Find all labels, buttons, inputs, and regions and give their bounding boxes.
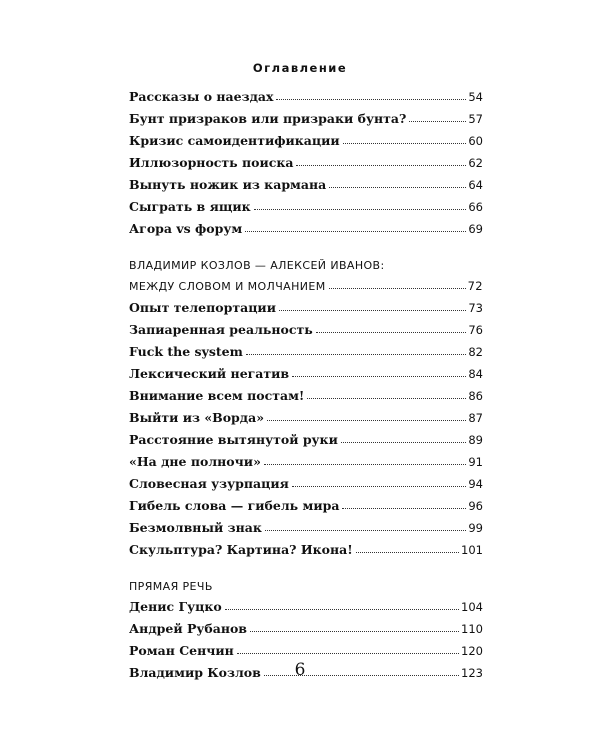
section-title: ПРЯМАЯ РЕЧЬ xyxy=(129,580,213,593)
entry-title: Сыграть в ящик xyxy=(129,199,251,214)
dot-leader xyxy=(254,209,467,210)
entry-page: 84 xyxy=(468,367,483,381)
toc-entry[interactable] xyxy=(129,517,483,539)
toc-entry[interactable] xyxy=(129,196,483,218)
dot-leader xyxy=(341,442,467,443)
toc-entry[interactable] xyxy=(129,539,483,561)
dot-leader xyxy=(246,354,467,355)
entry-title: Агора vs форум xyxy=(129,221,243,236)
toc-entry[interactable] xyxy=(129,429,483,451)
dot-leader xyxy=(276,99,466,100)
entry-page: 104 xyxy=(461,600,483,614)
entry-title: Рассказы о наездах xyxy=(129,89,274,104)
entry-title: «На дне полночи» xyxy=(129,454,261,469)
entry-page: 76 xyxy=(468,323,483,337)
dot-leader xyxy=(356,552,459,553)
entry-title: Безмолвный знак xyxy=(129,520,262,535)
entry-title: Владимир Козлов xyxy=(129,665,261,680)
dot-leader xyxy=(292,486,466,487)
toc-entry[interactable] xyxy=(129,174,483,196)
toc-entry[interactable] xyxy=(129,451,483,473)
entry-page: 89 xyxy=(468,433,483,447)
entry-page: 60 xyxy=(468,134,483,148)
dot-leader xyxy=(316,332,467,333)
page-number: 6 xyxy=(294,660,306,680)
toc-entry[interactable] xyxy=(129,341,483,363)
entry-title: Роман Сенчин xyxy=(129,643,234,658)
entry-page: 54 xyxy=(468,90,483,104)
entry-title: Вынуть ножик из кармана xyxy=(129,177,327,192)
entry-title: Лексический негатив xyxy=(129,366,290,381)
dot-leader xyxy=(329,187,466,188)
toc-entry[interactable] xyxy=(129,218,483,240)
table-of-contents xyxy=(129,86,483,684)
toc-entry[interactable] xyxy=(129,297,483,319)
dot-leader xyxy=(296,165,466,166)
entry-page: 73 xyxy=(468,301,483,315)
entry-page: 110 xyxy=(461,622,483,636)
dot-leader xyxy=(329,288,466,289)
toc-heading: Оглавление xyxy=(252,61,348,75)
toc-entry[interactable] xyxy=(129,640,483,662)
entry-page: 62 xyxy=(468,156,483,170)
toc-entry[interactable] xyxy=(129,407,483,429)
entry-title: Иллюзорность поиска xyxy=(129,155,294,170)
dot-leader xyxy=(267,420,466,421)
entry-title: Внимание всем постам! xyxy=(129,388,305,403)
toc-entry[interactable] xyxy=(129,275,483,297)
entry-page: 66 xyxy=(468,200,483,214)
entry-page: 72 xyxy=(467,279,483,293)
entry-page: 101 xyxy=(461,543,483,557)
entry-page: 120 xyxy=(461,644,483,658)
dot-leader xyxy=(245,231,466,232)
entry-page: 69 xyxy=(468,222,483,236)
entry-title: Бунт призраков или призраки бунта? xyxy=(129,111,407,126)
entry-title: Андрей Рубанов xyxy=(129,621,247,636)
entry-page: 99 xyxy=(468,521,483,535)
entry-title: Кризис самоидентификации xyxy=(129,133,340,148)
entry-title: Словесная узурпация xyxy=(129,476,289,491)
toc-entry[interactable] xyxy=(129,108,483,130)
dot-leader xyxy=(250,631,459,632)
toc-entry[interactable] xyxy=(129,618,483,640)
entry-title: Выйти из «Ворда» xyxy=(129,410,265,425)
toc-entry[interactable] xyxy=(129,495,483,517)
entry-page: 57 xyxy=(468,112,483,126)
dot-leader xyxy=(237,653,459,654)
entry-title: Fuck the system xyxy=(129,344,243,359)
entry-title: Гибель слова — гибель мира xyxy=(129,498,340,513)
entry-title: Опыт телепортации xyxy=(129,300,276,315)
entry-page: 64 xyxy=(468,178,483,192)
dot-leader xyxy=(307,398,466,399)
dot-leader xyxy=(342,508,466,509)
toc-entry[interactable] xyxy=(129,385,483,407)
dot-leader xyxy=(265,530,466,531)
entry-title: Расстояние вытянутой руки xyxy=(129,432,338,447)
dot-leader xyxy=(292,376,466,377)
dot-leader xyxy=(225,609,459,610)
toc-group-1 xyxy=(129,86,483,240)
dot-leader xyxy=(264,464,466,465)
entry-page: 82 xyxy=(468,345,483,359)
entry-title: Запиаренная реальность xyxy=(129,322,313,337)
entry-page: 86 xyxy=(468,389,483,403)
toc-entry[interactable] xyxy=(129,130,483,152)
toc-entry[interactable] xyxy=(129,596,483,618)
dot-leader xyxy=(409,121,466,122)
entry-page: 96 xyxy=(468,499,483,513)
entry-page: 91 xyxy=(468,455,483,469)
toc-entry[interactable] xyxy=(129,319,483,341)
section-gap xyxy=(129,240,483,257)
toc-group-2 xyxy=(129,297,483,561)
toc-entry[interactable] xyxy=(129,473,483,495)
dot-leader xyxy=(279,310,466,311)
entry-title: Денис Гуцко xyxy=(129,599,222,614)
entry-title: Скульптура? Картина? Икона! xyxy=(129,542,353,557)
toc-entry[interactable] xyxy=(129,152,483,174)
entry-page: 94 xyxy=(468,477,483,491)
entry-title: МЕЖДУ СЛОВОМ И МОЛЧАНИЕМ xyxy=(129,280,326,293)
section-gap xyxy=(129,561,483,578)
section-title-line-1: ВЛАДИМИР КОЗЛОВ — АЛЕКСЕЙ ИВАНОВ: xyxy=(129,259,385,272)
entry-page: 87 xyxy=(468,411,483,425)
toc-entry[interactable] xyxy=(129,86,483,108)
dot-leader xyxy=(343,143,467,144)
entry-page: 123 xyxy=(461,666,483,680)
toc-entry[interactable] xyxy=(129,363,483,385)
